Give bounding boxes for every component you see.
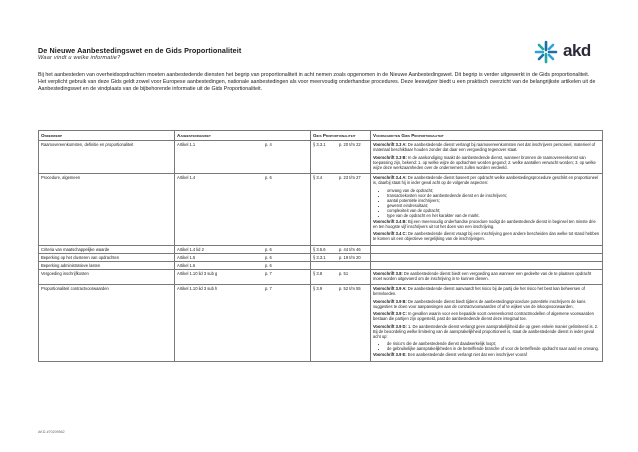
- law-article: Artikel 1.4: [177, 175, 196, 180]
- law-article: Artikel 1.4 lid 2: [177, 246, 204, 252]
- law-article: Artikel 1.1: [177, 142, 196, 147]
- table-row: [39, 174, 603, 246]
- law-page: p. 4: [265, 142, 272, 147]
- table-row: [39, 261, 603, 269]
- akd-logo: [533, 40, 603, 64]
- guide-pages: p. 19 t/m 20: [339, 254, 361, 260]
- row-law: [175, 261, 311, 269]
- requirement-text: In gevallen waarin voor een bepaalde soort overeenkomst contractmodellen of algemene voorwaarden bestaan die partijen zijn opgesteld, past de aanbestedende dienst deze integraal toe.: [373, 311, 594, 321]
- requirement-paragraph: [373, 175, 600, 185]
- law-page: p. 7: [265, 286, 272, 291]
- row-guide: [311, 141, 371, 174]
- requirement-text: De aanbestedende dienst baseert per opdracht welke aanbestedingsprocedure geschikt en proportioneel is, daarbij staat hij in ieder geval acht op de volgende aspecten:: [373, 175, 599, 185]
- row-law: [175, 285, 311, 362]
- requirement-paragraph: [373, 324, 600, 339]
- guide-section: § 3.8: [313, 270, 323, 276]
- table-row: [39, 245, 603, 253]
- row-requirements: [371, 285, 603, 362]
- requirement-text: De aanbestedende dienst vraagt bij een inschrijving geen andere bescheiden dan welke tot stand hebben te komen uit een objectieve vergelijking van de inschrijvingen.: [373, 231, 600, 241]
- row-guide: [311, 253, 371, 261]
- list-item: • omvang van de opdracht;: [387, 188, 600, 193]
- law-article: Artikel 1.6: [177, 262, 196, 268]
- law-article: Artikel 1.5: [177, 254, 196, 260]
- list-item: • de risico's die de aanbestedende dienst daadwerkelijk loopt;: [387, 341, 600, 346]
- table-header-row: [39, 131, 603, 141]
- row-law: [175, 253, 311, 261]
- row-subject: Beperking administratieve lasten: [39, 261, 175, 269]
- requirement-text: De aanbestedende dienst verlangt bij raamovereenkomsten niet dat inschrijvers personeel, materieel of materiaal beschikbaar houden zonder dat daar een vergoeding tegenover staat.: [373, 142, 596, 152]
- guide-pages: p. 44 t/m 46: [339, 246, 361, 252]
- row-guide: [311, 261, 371, 269]
- row-guide: [311, 245, 371, 253]
- page-subtitle: Waar vindt u welke informatie?: [38, 55, 121, 61]
- logo-mark-icon: [533, 40, 559, 64]
- requirement-paragraph: [373, 352, 600, 357]
- guide-pages: p. 52 t/m 55: [339, 286, 361, 291]
- requirement-code: Voorschrift 3.4 B:: [373, 218, 407, 224]
- row-law: [175, 245, 311, 253]
- guide-pages: p. 23 t/m 27: [339, 175, 361, 180]
- row-requirements: [371, 269, 603, 285]
- law-page: p. 6: [265, 254, 272, 260]
- law-page: p. 6: [265, 246, 272, 252]
- guide-section: § 3.3.1: [313, 142, 326, 147]
- guide-pages: p. 20 t/m 22: [339, 142, 361, 147]
- requirement-list: [373, 341, 600, 351]
- row-guide: [311, 269, 371, 285]
- requirement-text: Een aanbestedende dienst verlangt niet dat een inschrijver vooraf: [406, 352, 527, 357]
- requirement-text: In de aankondiging maakt de aanbestedende dienst, wanneer bronnen de raamovereenkomst van toepassing zijn, bekend: 1. op welke wijze de opdrachten worden gegund; 2. welke aantallen verwacht worden; 3. op welke wijze deze werkzaamheden over de ondernemers zullen worden verdeeld.: [373, 154, 596, 170]
- requirement-paragraph: [373, 299, 600, 309]
- requirement-code: Voorschrift 3.9 E:: [373, 352, 407, 357]
- law-page: p. 6: [265, 262, 272, 268]
- list-item: • de gebruikelijke aansprakelijkheden in de betreffende branche of voor de betreffende opdracht naar aard en omvang.: [387, 346, 600, 351]
- requirement-text: Bij een meervoudig onderhandse procedure nodigt de aanbestedende dienst in beginsel ten minste drie en ten hoogste vijf inschrijvers uit tot het doen van een inschrijving.: [373, 218, 596, 229]
- requirement-code: Voorschrift 3.4 A:: [373, 175, 407, 180]
- list-item: • gewenst eindresultaat;: [387, 203, 600, 208]
- law-article: Artikel 1.10 lid 3 sub g: [177, 270, 218, 276]
- row-requirements: [371, 253, 603, 261]
- header-requirements: Voorschriften Gids Proportionaliteit: [371, 131, 603, 141]
- header-law: Aanbestedingswet: [175, 131, 311, 141]
- header-guide: Gids Proportionaliteit: [311, 131, 371, 141]
- list-item: • type van de opdracht en het karakter van de markt.: [387, 213, 600, 218]
- requirement-code: Voorschrift 3.3 A:: [373, 142, 407, 147]
- row-subject: Vergoeding inschrijfkosten: [39, 269, 175, 285]
- page-title: De Nieuwe Aanbestedingswet en de Gids Proportionaliteit: [38, 46, 242, 55]
- row-subject: Beperking op het clusteren van opdrachten: [39, 253, 175, 261]
- overview-table: [38, 130, 603, 362]
- row-subject: Procedure, algemeen: [39, 174, 175, 246]
- table-row: [39, 285, 603, 362]
- list-item: • complexiteit van de opdracht;: [387, 208, 600, 213]
- requirement-code: Voorschrift 3.3 B:: [373, 154, 407, 160]
- document-reference: AKD-#70209562: [38, 430, 65, 434]
- logo-wordmark: akd: [563, 41, 591, 60]
- row-law: [175, 174, 311, 246]
- requirement-text: De aanbestedende dienst aanvaardt het risico bij de partij die het risico het best kan beheersen of beïnvloeden.: [373, 286, 585, 296]
- law-page: p. 7: [265, 270, 272, 276]
- requirement-paragraph: [373, 142, 600, 152]
- requirement-list: [373, 188, 600, 218]
- requirement-text: De aanbestedende dienst biedt tijdens de aanbestedingsprocedure potentiële inschrijvers de kans suggesties te doen voor aanpassingen aan de contractvoorwaarden of af te wijken van de inkoopvoorwaarden.: [373, 298, 586, 309]
- requirement-paragraph: [373, 231, 600, 241]
- guide-section: § 3.3.1: [313, 254, 326, 260]
- requirement-text: 1. De aanbestedende dienst verlangt geen aansprakelijkheid die op geen enkele manier gelimiteerd is. 2. Bij de beoordeling welke limitering van de aansprakelijkheid proportioneel is, staat de aanbestedende dienst in ieder geval acht op:: [373, 323, 599, 339]
- requirement-paragraph: [373, 271, 600, 281]
- list-item: • aantal potentiële inschrijvers;: [387, 198, 600, 203]
- requirement-paragraph: [373, 311, 600, 321]
- guide-section: § 3.9: [313, 286, 323, 291]
- table-row: [39, 269, 603, 285]
- row-requirements: [371, 174, 603, 246]
- row-requirements: [371, 245, 603, 253]
- requirement-paragraph: [373, 286, 600, 296]
- row-subject: Proportionaliteit contractvoorwaarden: [39, 285, 175, 362]
- requirement-text: De aanbestedende dienst biedt een vergoeding aan wanneer een gedeelte van de te plaatsen opdracht moet worden uitgevoerd om de inschrijving in te kunnen dienen.: [373, 270, 592, 281]
- row-subject: Raamovereenkomsten, definitie en proportionaliteit: [39, 141, 175, 174]
- requirement-code: Voorschrift 3.4 C:: [373, 231, 407, 236]
- header-subject: Onderwerp: [39, 131, 175, 141]
- guide-pages: p. 51: [339, 270, 349, 276]
- table-row: [39, 253, 603, 261]
- requirement-code: Voorschrift 3.9 A:: [373, 286, 407, 291]
- row-guide: [311, 174, 371, 246]
- requirement-code: Voorschrift 3.9 C:: [373, 311, 407, 316]
- intro-paragraph: Bij het aanbesteden van overheidsopdrachten moeten aanbestedende diensten het begrip van proportionaliteit in acht nemen zoals opgenomen in de Nieuwe Aanbestedingswet. Dit begrip is verder uitgewerkt in de Gids proportionaliteit. Het verplicht gebruik van deze Gids geldt zowel voor Europese aanbestedingen, nationale aanbestedingen als voor meervoudig onderhandse procedures. Deze leeswijzer biedt u een praktisch overzicht van de belangrijkste artikelen uit de Aanbestedingswet en de vindplaats van de bijbehorende informatie uit de Gids Proportionaliteit.: [38, 72, 596, 93]
- row-subject: Criteria van maatschappelijke waarde: [39, 245, 175, 253]
- law-article: Artikel 1.10 lid 3 sub h: [177, 286, 218, 291]
- law-page: p. 6: [265, 175, 272, 180]
- list-item: • transactiekosten voor de aanbestedende dienst en de inschrijvers;: [387, 193, 600, 198]
- requirement-paragraph: [373, 219, 600, 229]
- requirement-code: Voorschrift 3.9 B:: [373, 298, 407, 304]
- row-law: [175, 141, 311, 174]
- guide-section: § 3.4: [313, 175, 323, 180]
- table-row: [39, 141, 603, 174]
- row-guide: [311, 285, 371, 362]
- row-requirements: [371, 261, 603, 269]
- row-law: [175, 269, 311, 285]
- requirement-paragraph: [373, 155, 600, 170]
- guide-section: § 3.5.6: [313, 246, 326, 252]
- row-requirements: [371, 141, 603, 174]
- requirement-code: Voorschrift 3.9 D:: [373, 323, 407, 329]
- requirement-code: Voorschrift 3.8:: [373, 270, 403, 276]
